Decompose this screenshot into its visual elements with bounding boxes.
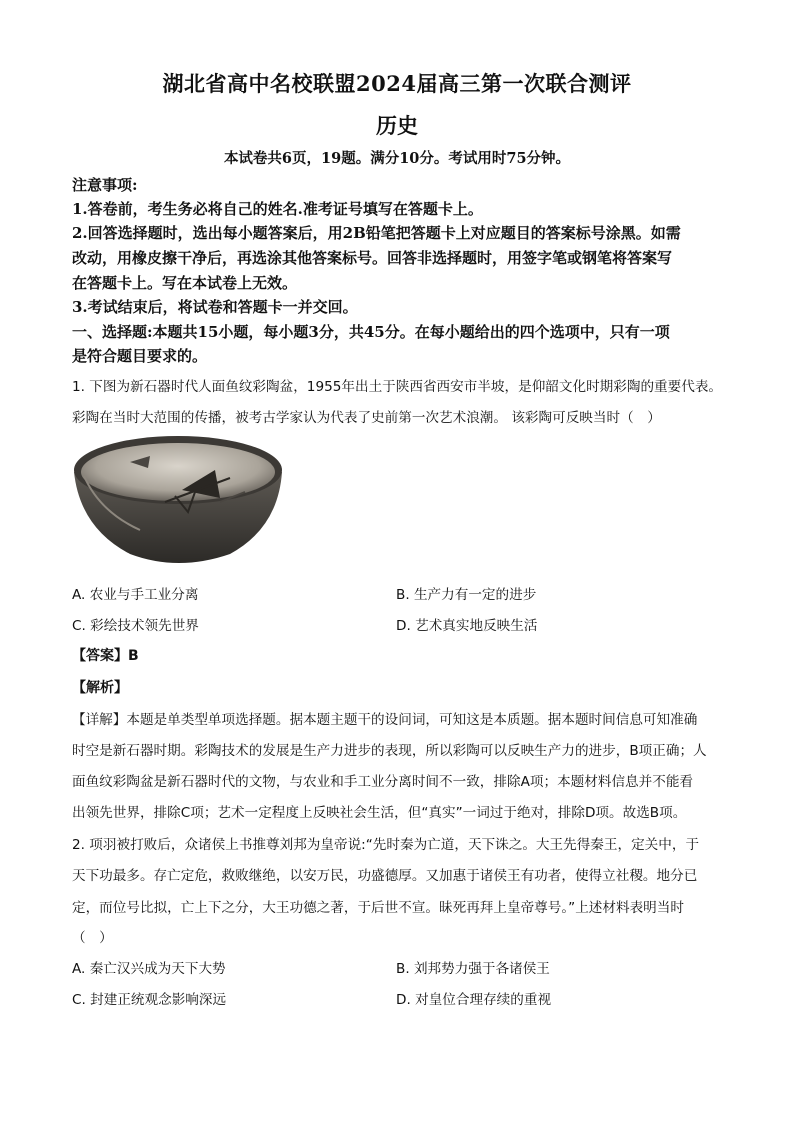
- notes-item-3: 3.考试结束后，将试卷和答题卡一并交回。: [72, 298, 358, 316]
- q2-stem-line-3: 定，而位号比拟，亡上下之分，大王功德之著，于后世不宣。昧死再拜上皇帝尊号。”上述材料表明当时: [72, 900, 684, 916]
- q1-option-a: A. 农业与手工业分离: [72, 587, 199, 603]
- q2-option-b: B. 刘邦势力强于各诸侯王: [396, 961, 550, 977]
- section-heading-line-2: 是符合题目要求的。: [72, 347, 208, 365]
- painted-pottery-basin-image: [70, 432, 285, 572]
- q1-stem-line-1: 1. 下图为新石器时代人面鱼纹彩陶盆，1955年出土于陕西省西安市半坡，是仰韶文化时期彩陶的重要代表。: [72, 379, 723, 395]
- q1-analysis-tag: 【解析】: [72, 680, 128, 696]
- q1-option-b: B. 生产力有一定的进步: [396, 587, 537, 603]
- q1-answer: 【答案】B: [72, 648, 139, 664]
- q1-detail-line-1: 【详解】本题是单类型单项选择题。据本题主题干的设问词，可知这是本质题。据本题时间信息可知准确: [72, 712, 698, 728]
- q1-option-d: D. 艺术真实地反映生活: [396, 618, 538, 634]
- q2-stem-line-4: （ ）: [72, 930, 113, 946]
- exam-info: 本试卷共6页，19题。满分10分。考试用时75分钟。: [223, 150, 571, 167]
- notes-heading: 注意事项:: [72, 176, 138, 194]
- q2-option-c: C. 封建正统观念影响深远: [72, 992, 227, 1008]
- subject-title: 历史: [376, 113, 418, 138]
- q1-detail-line-3: 面鱼纹彩陶盆是新石器时代的文物，与农业和手工业分离时间不一致，排除A项；本题材料信息并不能看: [72, 774, 694, 790]
- q2-stem-line-1: 2. 项羽被打败后，众诸侯上书推尊刘邦为皇帝说:“先时秦为亡道，天下诛之。大王先得秦王，定关中，于: [72, 837, 700, 853]
- q1-detail-line-4: 出领先世界，排除C项；艺术一定程度上反映社会生活，但“真实”一词过于绝对，排除D项。故选B项。: [72, 805, 687, 821]
- q2-option-d: D. 对皇位合理存续的重视: [396, 992, 552, 1008]
- exam-title: 湖北省高中名校联盟2024届高三第一次联合测评: [162, 71, 632, 96]
- notes-item-2-line-2: 改动，用橡皮擦干净后，再选涂其他答案标号。回答非选择题时，用签字笔或钢笔将答案写: [72, 249, 673, 267]
- q2-option-a: A. 秦亡汉兴成为天下大势: [72, 961, 226, 977]
- notes-item-2-line-3: 在答题卡上。写在本试卷上无效。: [72, 274, 298, 292]
- notes-item-1: 1.答卷前，考生务必将自己的姓名.准考证号填写在答题卡上。: [72, 200, 483, 218]
- q1-detail-line-2: 时空是新石器时期。彩陶技术的发展是生产力进步的表现，所以彩陶可以反映生产力的进步，B项正确；人: [72, 743, 707, 759]
- q1-option-c: C. 彩绘技术领先世界: [72, 618, 199, 634]
- q1-stem-line-2: 彩陶在当时大范围的传播，被考古学家认为代表了史前第一次艺术浪潮。 该彩陶可反映当时（ ）: [72, 410, 661, 426]
- section-heading-line-1: 一、选择题:本题共15小题，每小题3分，共45分。在每小题给出的四个选项中，只有一项: [72, 323, 670, 341]
- q2-stem-line-2: 天下功最多。存亡定危，救败继绝，以安万民，功盛德厚。又加惠于诸侯王有功者，使得立社稷。地分已: [72, 868, 698, 884]
- notes-item-2-line-1: 2.回答选择题时，选出每小题答案后，用2B铅笔把答题卡上对应题目的答案标号涂黑。如需: [72, 224, 681, 242]
